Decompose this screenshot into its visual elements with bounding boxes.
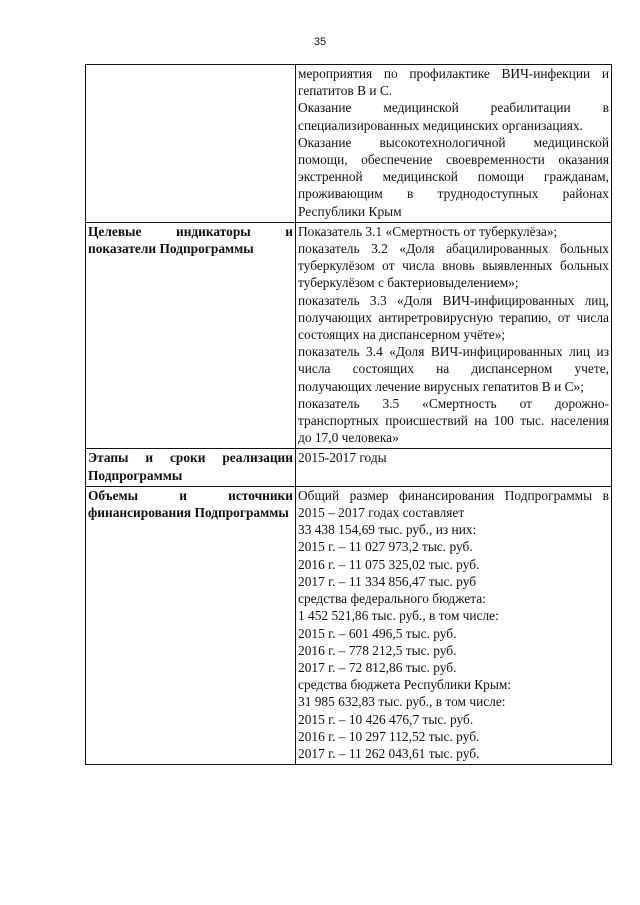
row-label-indicators: Целевые индикаторы и показатели Подпрограммы [86,222,296,449]
row-label-stages: Этапы и сроки реализации Подпрограммы [86,449,296,486]
financing-line: 2017 г. – 11 262 043,61 тыс. руб. [298,745,480,761]
financing-line: 2016 г. – 11 075 325,02 тыс. руб. [298,556,480,572]
financing-line: 2015 г. – 601 496,5 тыс. руб. [298,625,457,641]
page-number: 35 [313,36,327,48]
financing-line: 2016 г. – 10 297 112,52 тыс. руб. [298,728,480,744]
financing-line: 2017 г. – 72 812,86 тыс. руб. [298,659,457,675]
financing-line: 2016 г. – 778 212,5 тыс. руб. [298,642,457,658]
financing-line: 2015 г. – 11 027 973,2 тыс. руб. [298,539,473,555]
activities-cell [296,65,612,223]
paragraph: Оказание высокотехнологичной медицинской помощи, обеспечение своевременности оказания экстренной медицинской помощи гражданам, проживающим в труднодоступных районах Республики Крым [298,134,609,219]
table-row [86,222,612,449]
paragraph: мероприятия по профилактике ВИЧ-инфекции и гепатитов В и С. [298,66,609,99]
stages-cell [296,449,612,486]
indicators-cell [296,222,612,449]
paragraph: показатель 3.4 «Доля ВИЧ-инфицированных лиц из числа состоящих на диспансерном учете, получающих лечение вирусных гепатитов В и С»; [298,344,609,394]
financing-line: 33 438 154,69 тыс. руб., из них: [298,522,477,538]
paragraph: Общий размер финансирования Подпрограммы в 2015 – 2017 годах составляет [298,487,609,521]
financing-line: 1 452 521,86 тыс. руб., в том числе: [298,608,499,624]
table-row [86,486,612,764]
paragraph: 2015-2017 годы [298,450,387,466]
paragraph: показатель 3.2 «Доля абацилированных больных туберкулёзом от числа вновь выявленных больных туберкулёзом с бактериовыделением»; [298,241,609,291]
financing-line: 31 985 632,83 тыс. руб., в том числе: [298,694,506,710]
passport-table [85,64,612,765]
row-label-empty [86,65,296,223]
financing-line: 2015 г. – 10 426 476,7 тыс. руб. [298,711,474,727]
table-row [86,449,612,486]
paragraph: Оказание медицинской реабилитации в специализированных медицинских организациях. [298,100,609,133]
paragraph: средства федерального бюджета: [298,591,486,607]
financing-cell [296,486,612,764]
financing-line: 2017 г. – 11 334 856,47 тыс. руб [298,573,477,589]
table-row [86,65,612,223]
financing-line: средства бюджета Республики Крым: [298,677,512,693]
paragraph: Показатель 3.1 «Смертность от туберкулёза»; [298,223,558,239]
row-label-financing: Объемы и источники финансирования Подпрограммы [86,486,296,764]
paragraph: показатель 3.3 «Доля ВИЧ-инфицированных лиц, получающих антиретровирусную терапию, от числа состоящих на диспансерном учёте»; [298,292,609,343]
paragraph: показатель 3.5 «Смертность от дорожно-транспортных происшествий на 100 тыс. населения до 17,0 человека» [298,395,609,446]
